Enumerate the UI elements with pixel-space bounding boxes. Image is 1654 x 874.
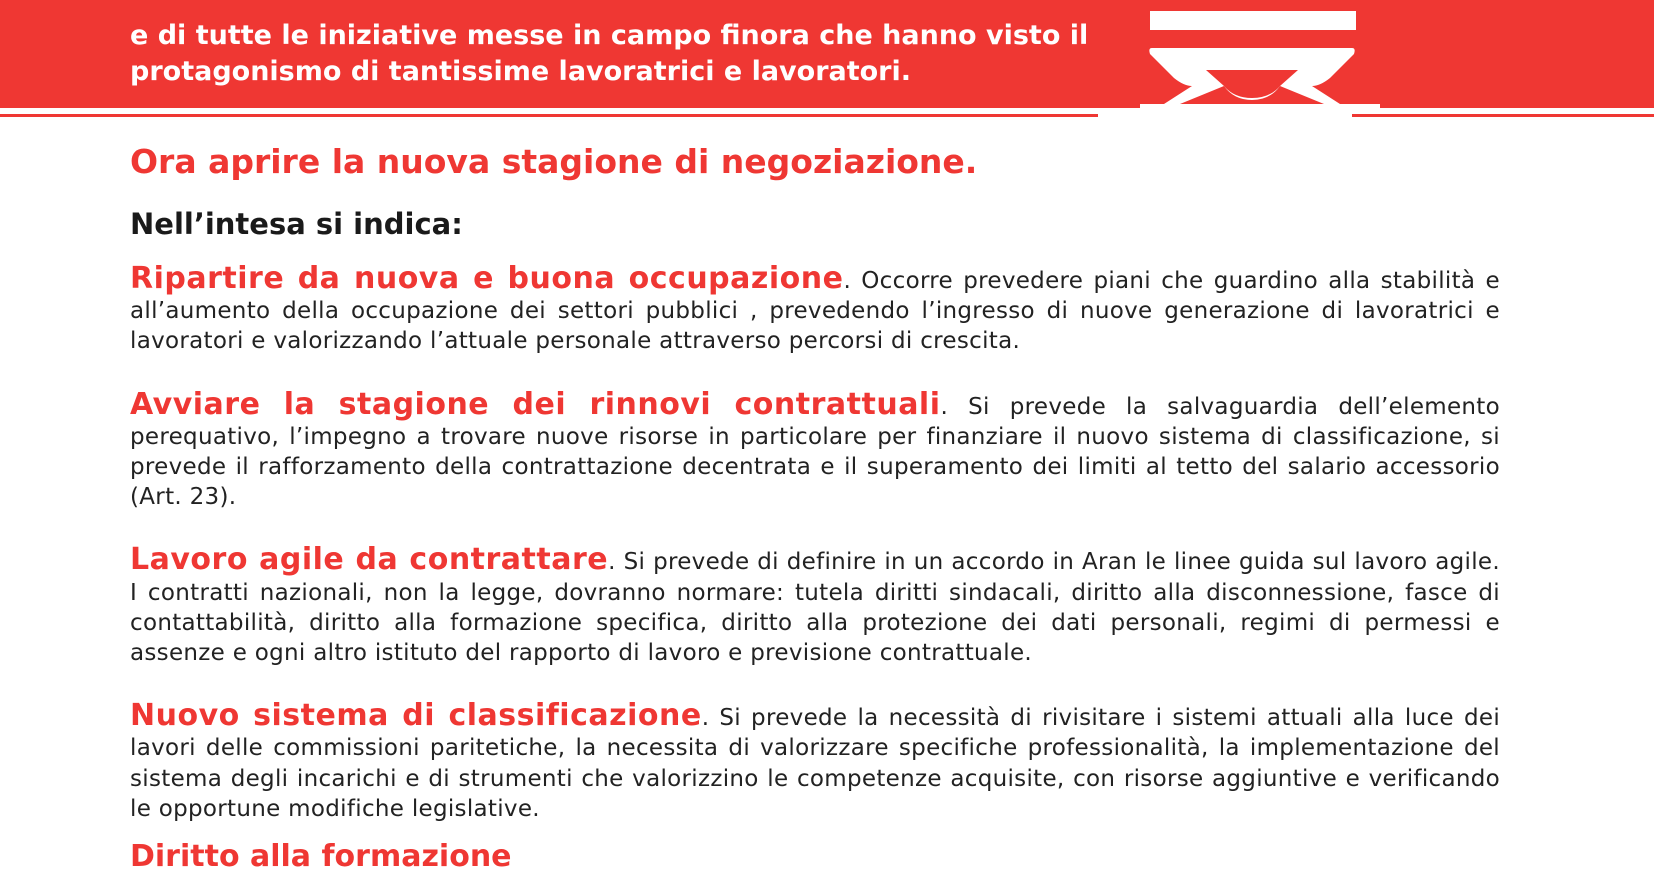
paragraph-occupazione <box>130 261 1500 357</box>
banner-line-1: e di tutte le iniziative messe in campo finora che hanno visto il <box>130 20 1089 51</box>
section-subhead: Nell’intesa si indica: <box>130 207 463 241</box>
paragraph-lead: Avviare la stagione dei rinnovi contrattuali <box>130 386 941 422</box>
paragraph-body: . Si prevede la salvaguardia dell’elemento perequativo, l’impegno a trovare nuove risorse in particolare per finanziare il nuovo sistema di classificazione, si prevede il rafforzamento della contrattazione decentrata e il superamento dei limiti al tetto del salario accessorio (Art. 23). <box>130 393 1500 511</box>
main-content <box>130 140 1500 857</box>
paragraph-body: . Si prevede la necessità di rivisitare i sistemi attuali alla luce dei lavori delle commissioni paritetiche, la necessita di valorizzare specifiche professionalità, la implementazione del sistema degli incarichi e di strumenti che valorizzino le competenze acquisite, con risorse aggiuntive e verificando le opportune modifiche legislative. <box>130 705 1501 822</box>
paragraph-rinnovi <box>130 386 1500 513</box>
decorative-stripes <box>0 0 1654 130</box>
paragraph-body: . Occorre prevedere piani che guardino alla stabilità e all’aumento della occupazione dei settori pubblici , prevedendo l’ingresso di nuove generazione di lavoratrici e lavoratori e valorizzando l’attuale personale attraverso percorsi di crescita. <box>130 268 1500 355</box>
union-logo-mark-icon <box>1140 0 1380 120</box>
paragraph-lead: Lavoro agile da contrattare <box>130 542 609 578</box>
paragraph-body: . Si prevede di definire in un accordo in Aran le linee guida sul lavoro agile. I contratti nazionali, non la legge, dovranno normare: tutela diritti sindacali, diritto alla disconnessione, fasce di contattabilità, diritto alla formazione specifica, diritto alla protezione dei dati personali, regimi di permessi e assenze e ogni altro istituto del rapporto di lavoro e previsione contrattuale. <box>130 549 1500 667</box>
cutoff-heading: Diritto alla formazione <box>130 839 512 874</box>
paragraph-lead: Nuovo sistema di classificazione <box>130 698 702 734</box>
paragraph-lavoro-agile <box>130 542 1500 668</box>
paragraph-lead: Ripartire da nuova e buona occupazione <box>130 261 844 296</box>
paragraph-classificazione <box>130 698 1501 824</box>
page-headline: Ora aprire la nuova stagione di negoziazione. <box>130 142 978 181</box>
banner-line-2: protagonismo di tantissime lavoratrici e lavoratori. <box>130 56 912 87</box>
